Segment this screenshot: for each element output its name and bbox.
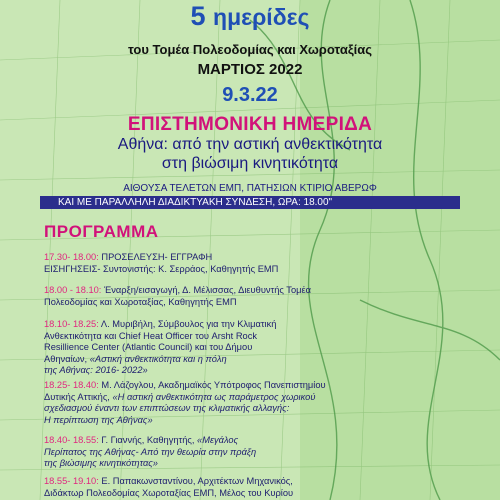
program-time: 18.00 - 18.10: [44,285,102,295]
event-title-line1: Αθήνα: από την αστική ανθεκτικότητα [117,136,383,153]
program-time: 18.40- 18.55: [44,435,99,445]
program-text: Μ. Λάζογλου, Ακαδημαϊκός Υπότροφος Πανεπιστημίου [98,380,326,390]
program-text: ΕΙΣΗΓΗΣΕΙΣ- Συντονιστής: Κ. Σερράος, Καθηγητής ΕΜΠ [44,263,279,274]
event-title [0,135,500,173]
online-banner: ΚΑΙ ΜΕ ΠΑΡΑΛΛΗΛΗ ΔΙΑΔΙΚΤΥΑΚΗ ΣΥΝΔΕΣΗ, ΩΡΑ: 18.00" [40,196,460,209]
program-text: Ε. Παπακωνσταντίνου, Αρχιτέκτων Μηχανικός, [98,476,293,486]
program-text: Γ. Γιαννής, Καθηγητής, [98,435,198,445]
event-type-heading: ΕΠΙΣΤΗΜΟΝΙΚΗ ΗΜΕΡΙΔΑ [127,114,373,135]
program-item [44,476,344,499]
program-talk-title: «Αστική ανθεκτικότητα και η πόλη [89,353,227,364]
program-talk-title: «Μεγάλος [197,435,239,445]
program-talk-title: σχεδιασμού έναντι των επιπτώσεων της κλιματικής αλλαγής: [44,403,290,414]
program-item [44,285,344,308]
program-talk-title: Η περίπτωση της Αθήνας» [44,414,153,425]
program-talk-title: της Αθήνας: 2016- 2022» [44,365,148,376]
program-item [44,319,344,377]
program-text: Αθηναίων, [44,353,90,364]
department-subtitle: του Τομέα Πολεοδομίας και Χωροταξίας [127,42,373,57]
program-text: Resillience Center (Atlantic Council) και του Δήμου [44,342,253,353]
program-text: Ανθεκτικότητα και Chief Heat Officer του Arsht Rock [44,330,257,341]
program-text: ΠΡΟΣΕΛΕΥΣΗ- ΕΓΓΡΑΦΗ [98,252,213,262]
program-time: 18.55- 19.10: [44,476,99,486]
program-text: Διδάκτωρ Πολεοδομίας Χωροταξίας ΕΜΠ, Μέλος του Κυρίου [44,487,294,498]
program-time: 18.25- 18.40: [44,380,99,390]
program-item [44,380,344,426]
program-text: Δυτικής Αττικής, [44,391,113,402]
program-text: Λ. Μυριβήλη, Σύμβουλος για την Κλιματική [98,319,277,329]
program-heading: ΠΡΟΓΡΑΜΜΑ [44,222,159,241]
event-date: 9.3.22 [222,84,278,106]
days-count-title [0,2,500,31]
venue-text: ΑΙΘΟΥΣΑ ΤΕΛΕΤΩΝ ΕΜΠ, ΠΑΤΗΣΙΩΝ ΚΤΙΡΙΟ ΑΒΕΡΩΦ [123,183,377,194]
month-title: ΜΑΡΤΙΟΣ 2022 [197,61,303,78]
program-item [44,435,344,470]
program-text: Πολεοδομίας και Χωροταξίας, Καθηγητής ΕΜΠ [44,296,237,307]
program-text: Έναρξη/εισαγωγή, Δ. Μέλισσας, Διευθυντής Τομέα [101,285,311,295]
program-talk-title: της βιώσιμης κινητικότητας» [44,458,158,469]
days-count-number: 5 [190,1,206,31]
program-talk-title: Περίπατος της Αθήνας- Από την θεωρία στην πράξη [44,446,257,457]
program-item [44,252,344,275]
days-count-word: ημερίδες [213,4,310,30]
program-time: 18.10- 18.25: [44,319,99,329]
program-talk-title: «Η αστική ανθεκτικότητα ως παράμετρος χωρικού [112,391,316,402]
event-title-line2: στη βιώσιμη κινητικότητα [161,155,339,172]
program-time: 17.30- 18.00: [44,252,99,262]
